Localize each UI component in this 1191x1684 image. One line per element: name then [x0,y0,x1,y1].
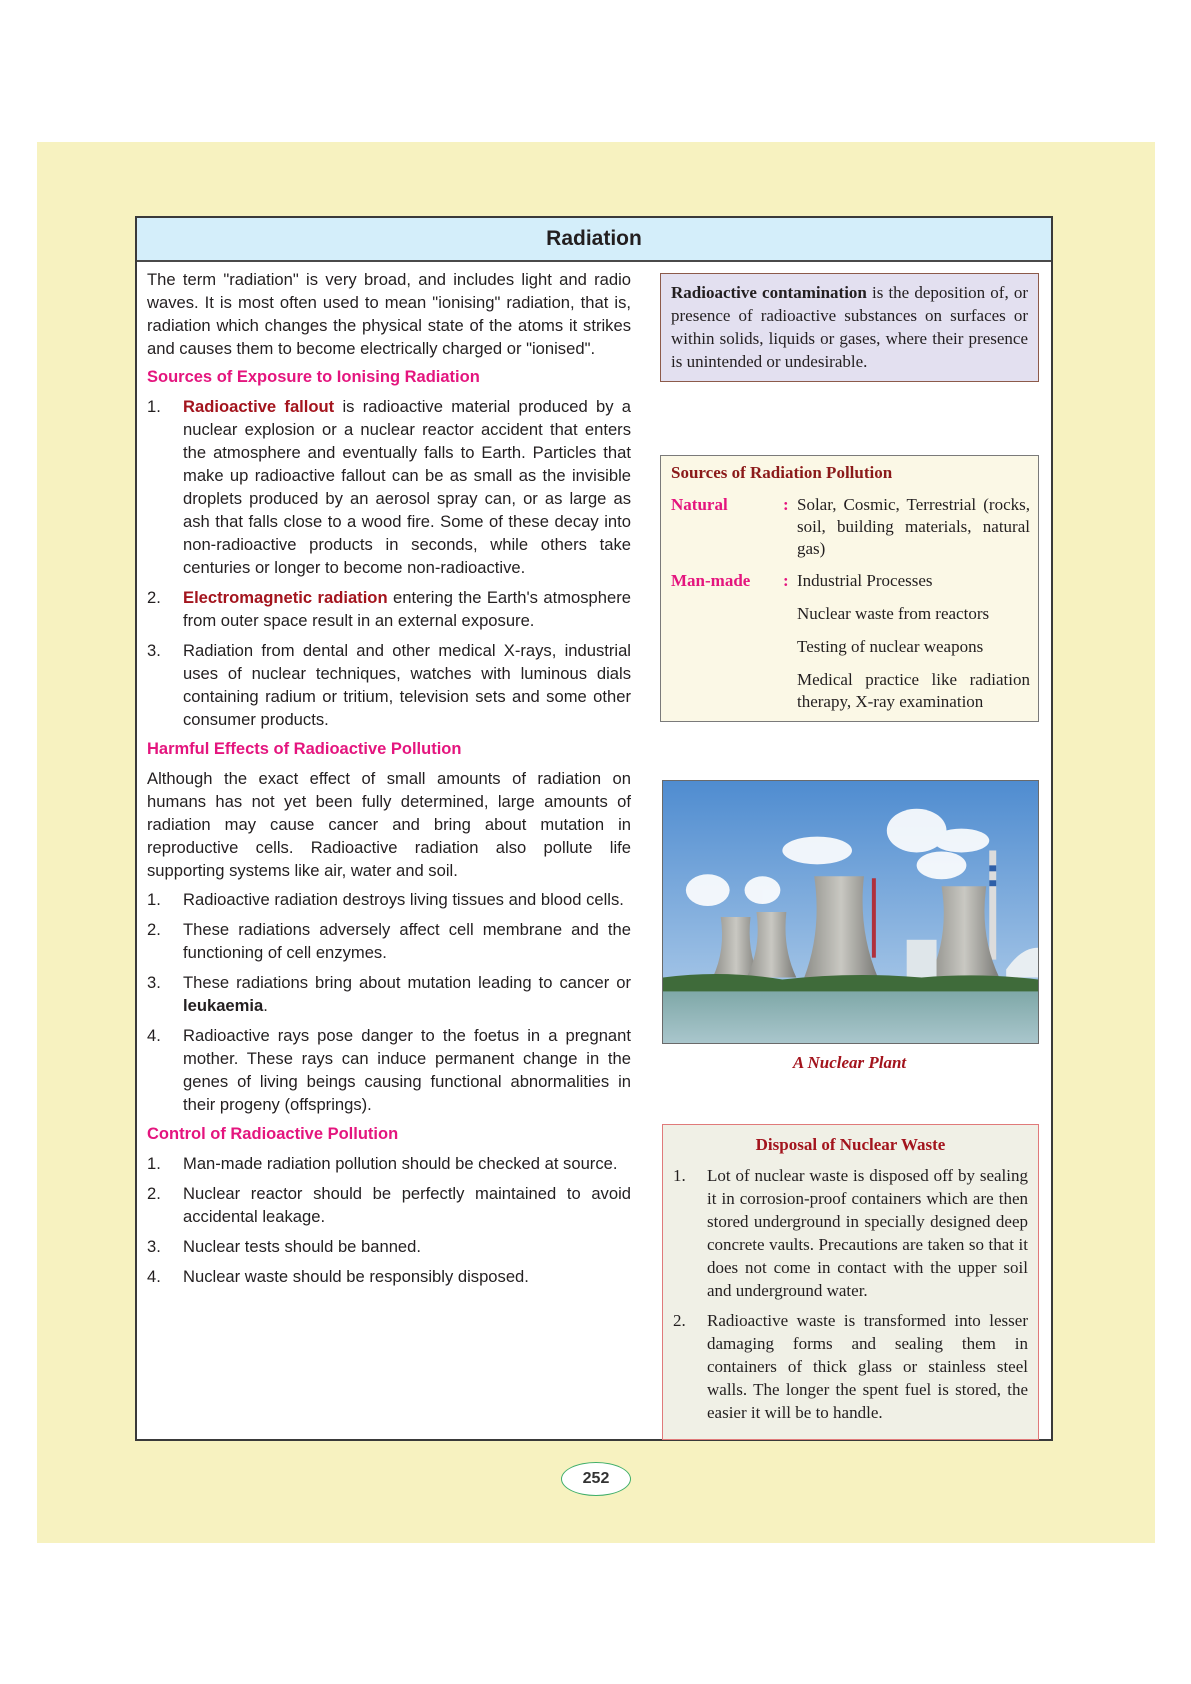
title-bar [137,218,1051,262]
list-item: 3. Radiation from dental and other medical X-rays, industrial uses of nuclear techniques, watches with luminous dials containing radium or tritium, television sets and some other consumer products. [147,641,631,729]
list-item: 1. Radioactive fallout is radioactive material produced by a nuclear explosion or a nuclear reactor accident that enters the atmosphere and eventually falls to Earth. Particles that make up radioactive fallout can be as small as the invisible droplets produced by an aerosol spray can, or as large as ash that falls close to a wood fire. Some of these decay into non-radioactive products in seconds, while others take centuries or longer to become non-radioactive. [147,397,631,577]
item-number: 3. [147,641,161,660]
disposal-list [673,1164,1028,1424]
natural-row: Natural : Solar, Cosmic, Terrestrial (rocks, soil, building materials, natural gas) [671,495,1030,558]
page-title: Radiation [546,227,642,250]
disposal-of-nuclear-waste-box [662,1124,1039,1440]
list-item: 4. Nuclear waste should be responsibly disposed. [147,1267,529,1286]
harmful-effects-heading: Harmful Effects of Radioactive Pollution [147,740,462,758]
control-list [147,1152,631,1288]
key-term: leukaemia [183,996,264,1015]
list-item: 1. Lot of nuclear waste is disposed off by sealing it in corrosion-proof containers which are then stored underground in specially designed deep concrete vaults. Precautions are taken so that it does not come in contact with the upper soil and underground water. [673,1166,1028,1300]
list-item: 2. Electromagnetic radiation entering the Earth's atmosphere from outer space result in an external exposure. [147,588,631,630]
list-item: 2. Radioactive waste is transformed into lesser damaging forms and sealing them in containers of thick glass or stainless steel walls. The longer the spent fuel is stored, the easier it will be to handle. [673,1311,1028,1422]
harmful-effects-list [147,888,631,1116]
manmade-item: Nuclear waste from reactors [797,604,990,623]
sources-exposure-heading: Sources of Exposure to Ionising Radiation [147,368,480,386]
left-column [147,268,631,1295]
photo-caption: A Nuclear Plant [792,1053,907,1072]
manmade-row: Man-made : Industrial Processes [671,571,933,590]
key-term: Electromagnetic radiation [183,588,388,607]
list-item: 3. These radiations bring about mutation leading to cancer or leukaemia. [147,973,631,1015]
nuclear-plant-illustration [663,781,1038,1043]
list-item: 1. Man-made radiation pollution should be checked at source. [147,1154,618,1173]
manmade-item: Medical practice like radiation therapy, X-ray examination [797,670,1030,711]
list-item: 1. Radioactive radiation destroys living tissues and blood cells. [147,890,624,909]
sources-of-radiation-box [660,455,1039,722]
list-item: 2. Nuclear reactor should be perfectly maintained to avoid accidental leakage. [147,1184,631,1226]
item-number: 1. [147,397,161,416]
disposal-box-heading: Disposal of Nuclear Waste [755,1135,946,1154]
control-heading: Control of Radioactive Pollution [147,1125,399,1143]
manmade-item: Testing of nuclear weapons [797,637,984,656]
key-term: Radioactive fallout [183,397,335,416]
intro-paragraph: The term "radiation" is very broad, and includes light and radio waves. It is most often used to mean "ionising" radiation, that is, radiation which changes the physical state of the atoms it strikes and causes them to become electrically charged or "ionised". [147,270,631,358]
list-item: 4. Radioactive rays pose danger to the foetus in a pregnant mother. These rays can induce permanent change in the genes of living beings causing functional abnormalities in their progeny (offsprings). [147,1026,631,1114]
content-frame [135,216,1053,1441]
list-item: 3. Nuclear tests should be banned. [147,1237,422,1256]
sources-exposure-list [147,395,631,731]
nuclear-plant-photo [662,780,1039,1044]
contamination-definition-box: Radioactive contamination is the deposition of, or presence of radioactive substances on surfaces or within solids, liquids or gases, where their presence is unintended or undesirable. [660,273,1039,382]
item-number: 2. [147,588,161,607]
list-item: 2. These radiations adversely affect cell membrane and the functioning of cell enzymes. [147,920,631,962]
harmful-effects-intro: Although the exact effect of small amounts of radiation on humans has not yet been fully determined, large amounts of radiation may cause cancer and bring about mutation in reproductive cells. Radioactive radiation also pollute life supporting systems like air, water and soil. [147,769,631,880]
key-term: Radioactive contamination [671,283,867,302]
page-number: 252 [561,1462,631,1496]
sources-box-heading: Sources of Radiation Pollution [671,463,893,482]
